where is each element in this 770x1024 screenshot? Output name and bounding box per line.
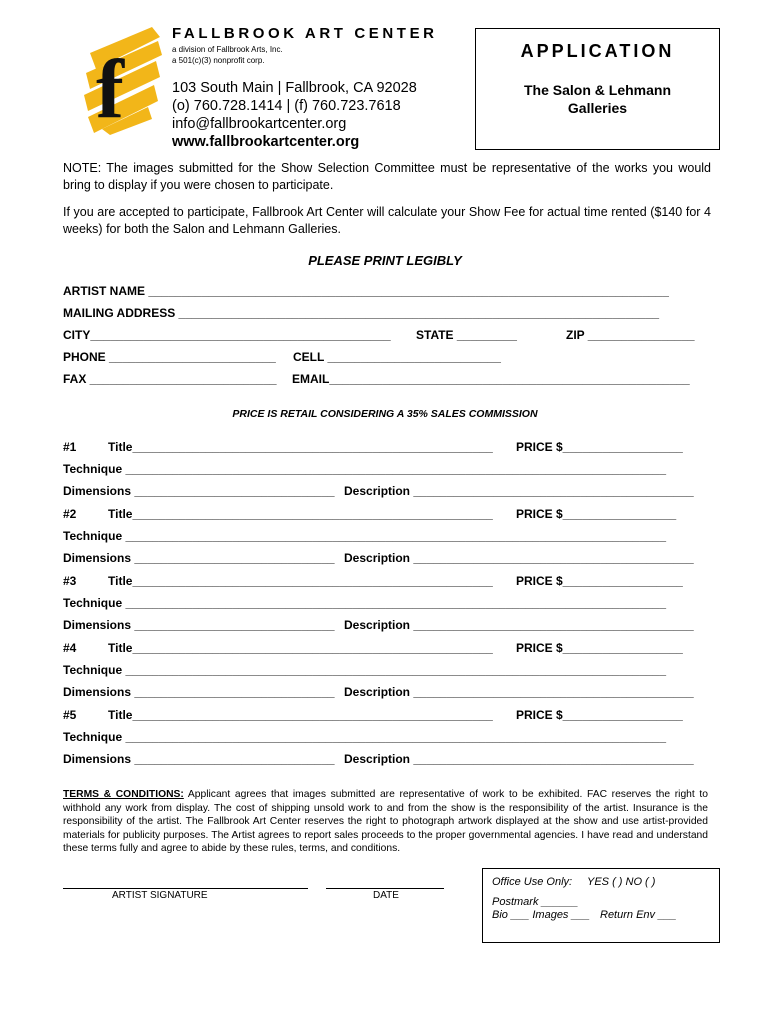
work-dimensions-field[interactable]: Dimensions ______________________________ <box>63 618 335 632</box>
work-title-field[interactable]: Title______________________________________________________ <box>108 507 493 521</box>
email-field[interactable]: EMAIL______________________________________________________ <box>292 372 690 386</box>
fax-field[interactable]: FAX ____________________________ <box>63 372 277 386</box>
work-title-field[interactable]: Title______________________________________________________ <box>108 574 493 588</box>
date-line[interactable] <box>326 888 444 889</box>
note-paragraph: NOTE: The images submitted for the Show Selection Committee must be representative of the works you would bring to display if you were chosen to participate. <box>63 161 711 192</box>
application-title: APPLICATION <box>520 41 675 61</box>
work-number: #1 <box>63 440 77 454</box>
work-technique-field[interactable]: Technique _________________________________________________________________________________ <box>63 462 667 476</box>
artist-name-field[interactable]: ARTIST NAME ______________________________________________________________________________ <box>63 284 669 298</box>
work-dimensions-field[interactable]: Dimensions ______________________________ <box>63 551 335 565</box>
fallbrook-logo <box>82 25 164 135</box>
work-dimensions-field[interactable]: Dimensions ______________________________ <box>63 685 335 699</box>
phone-field[interactable]: PHONE _________________________ <box>63 350 276 364</box>
price-note: PRICE IS RETAIL CONSIDERING A 35% SALES COMMISSION <box>232 408 538 420</box>
cell-field[interactable]: CELL __________________________ <box>293 350 501 364</box>
state-field[interactable]: STATE _________ <box>416 328 517 342</box>
svg-text:f: f <box>96 43 124 135</box>
work-number: #3 <box>63 574 77 588</box>
work-technique-field[interactable]: Technique _________________________________________________________________________________ <box>63 663 667 677</box>
return-env-field[interactable]: Return Env ___ <box>600 909 677 921</box>
tagline-nonprofit: a 501(c)(3) nonprofit corp. <box>172 56 265 65</box>
application-box <box>475 28 720 150</box>
work-price-field[interactable]: PRICE $__________________ <box>516 574 683 588</box>
terms-conditions <box>63 788 708 856</box>
terms-body: Applicant agrees that images submitted are representative of work to be exhibited. FAC reserves the right to withhold any work from display. The cost of shipping unsold work to and from the show is the responsibility of the artist. Insurance is the responsibility of the artist. The Fallbrook Art Center reserves the right to photograph artwork displayed at the show and use artist-provided materials for publicity purposes. The Artist agrees to report sales proceeds to the proper governmental agencies. I have read and understand these terms fully and agree to abide by these rules, terms, and conditions. <box>63 789 708 854</box>
contact-email: info@fallbrookartcenter.org <box>172 116 347 132</box>
work-description-field[interactable]: Description __________________________________________ <box>344 618 694 632</box>
date-label: DATE <box>373 890 399 901</box>
bio-images-field[interactable]: Bio ___ Images ___ <box>492 909 590 921</box>
print-legibly-heading: PLEASE PRINT LEGIBLY <box>308 253 462 268</box>
office-use-label: Office Use Only: <box>492 876 573 888</box>
city-field[interactable]: CITY_____________________________________________ <box>63 328 391 342</box>
terms-heading: TERMS & CONDITIONS: <box>63 789 184 800</box>
work-price-field[interactable]: PRICE $_________________ <box>516 507 677 521</box>
work-technique-field[interactable]: Technique _________________________________________________________________________________ <box>63 529 667 543</box>
office-use-box <box>482 868 720 943</box>
work-description-field[interactable]: Description __________________________________________ <box>344 551 694 565</box>
address: 103 South Main | Fallbrook, CA 92028 <box>172 80 417 96</box>
work-dimensions-field[interactable]: Dimensions ______________________________ <box>63 752 335 766</box>
artist-signature-line[interactable] <box>63 888 308 889</box>
work-price-field[interactable]: PRICE $__________________ <box>516 708 683 722</box>
work-title-field[interactable]: Title______________________________________________________ <box>108 440 493 454</box>
work-number: #5 <box>63 708 77 722</box>
postmark-field[interactable]: Postmark ______ <box>492 896 579 908</box>
work-technique-field[interactable]: Technique _________________________________________________________________________________ <box>63 596 667 610</box>
phone-fax: (o) 760.728.1414 | (f) 760.723.7618 <box>172 98 401 114</box>
work-number: #2 <box>63 507 77 521</box>
yes-no-checkbox[interactable]: YES ( ) NO ( ) <box>587 876 656 888</box>
org-name: FALLBROOK ART CENTER <box>172 25 438 42</box>
work-dimensions-field[interactable]: Dimensions ______________________________ <box>63 484 335 498</box>
artist-signature-label: ARTIST SIGNATURE <box>112 890 208 901</box>
work-price-field[interactable]: PRICE $__________________ <box>516 440 683 454</box>
work-number: #4 <box>63 641 77 655</box>
website-link[interactable]: www.fallbrookartcenter.org <box>172 134 360 150</box>
tagline-division: a division of Fallbrook Arts, Inc. <box>172 45 283 54</box>
work-description-field[interactable]: Description __________________________________________ <box>344 484 694 498</box>
work-title-field[interactable]: Title______________________________________________________ <box>108 708 493 722</box>
work-price-field[interactable]: PRICE $__________________ <box>516 641 683 655</box>
work-title-field[interactable]: Title______________________________________________________ <box>108 641 493 655</box>
zip-field[interactable]: ZIP ________________ <box>566 328 695 342</box>
work-description-field[interactable]: Description __________________________________________ <box>344 685 694 699</box>
fee-paragraph: If you are accepted to participate, Fallbrook Art Center will calculate your Show Fee for actual time rented ($140 for 4 weeks) for both the Salon and Lehmann Galleries. <box>63 205 711 236</box>
work-technique-field[interactable]: Technique _________________________________________________________________________________ <box>63 730 667 744</box>
gallery-subtitle: The Salon & Lehmann Galleries <box>523 82 671 116</box>
mailing-address-field[interactable]: MAILING ADDRESS ________________________________________________________________________ <box>63 306 660 320</box>
work-description-field[interactable]: Description __________________________________________ <box>344 752 694 766</box>
